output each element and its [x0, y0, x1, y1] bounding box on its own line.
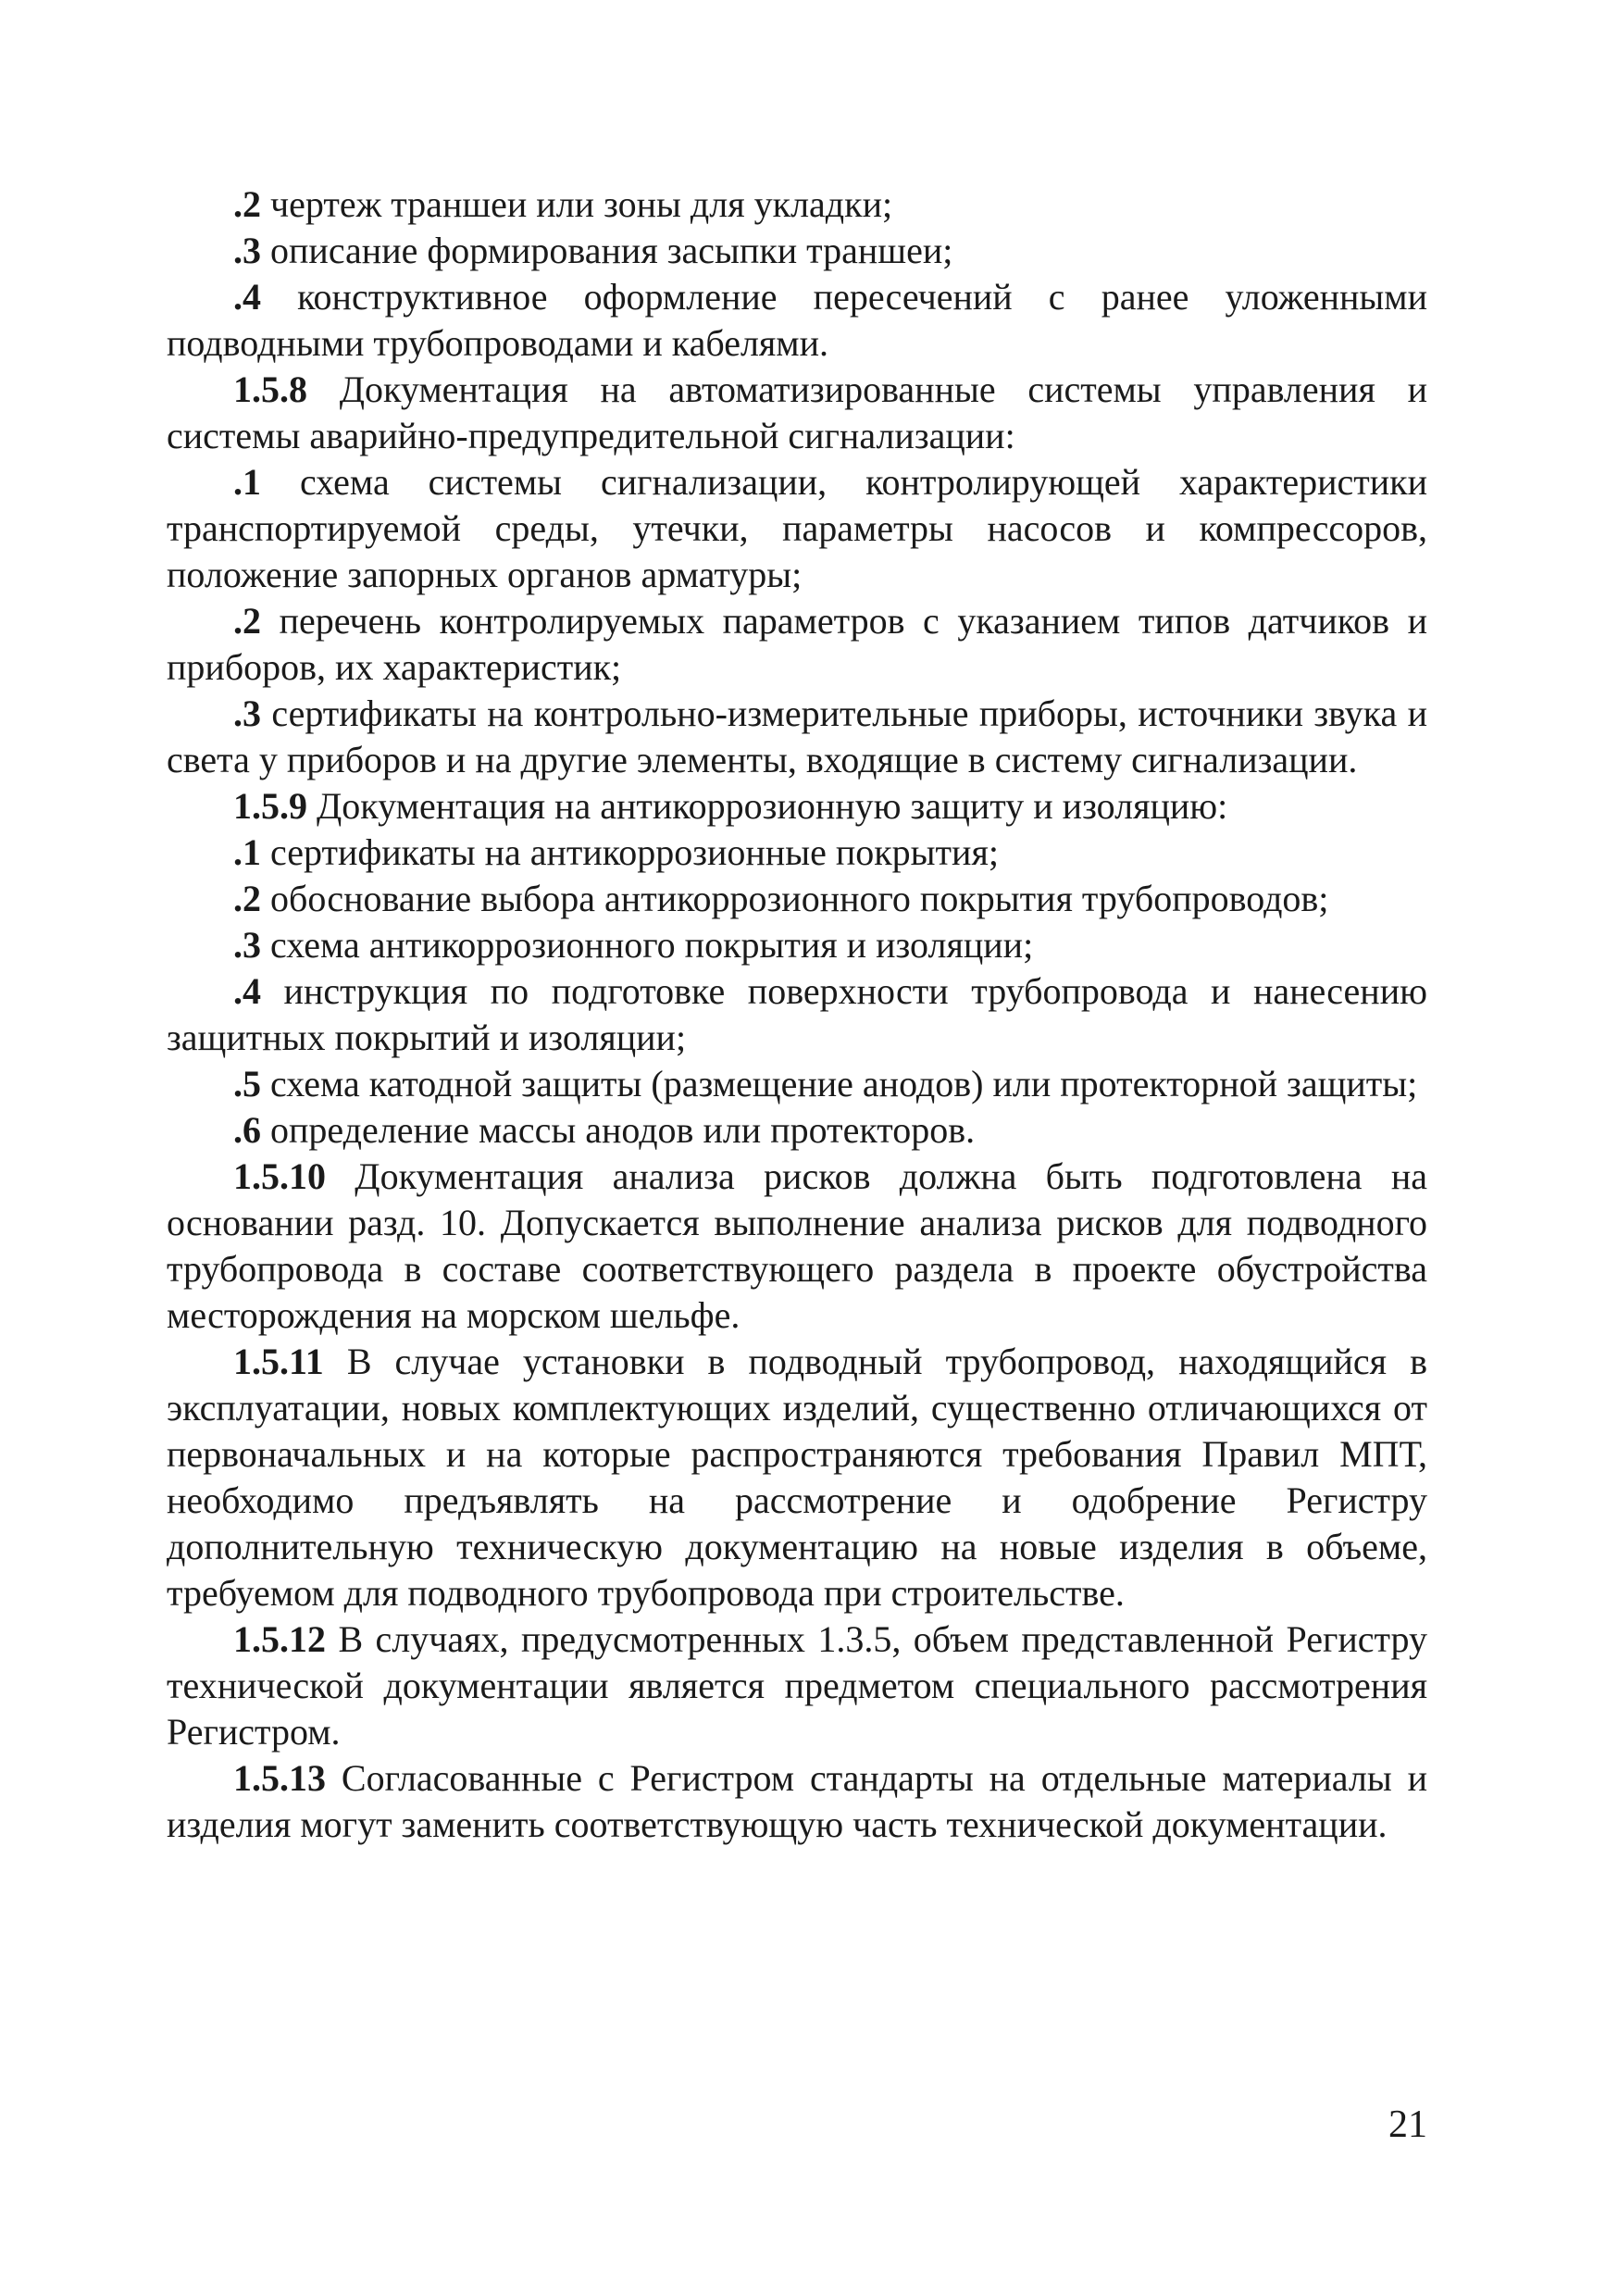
list-item — [167, 274, 1427, 367]
list-item — [167, 968, 1427, 1061]
section-text: Согласованные с Регистром стандарты на отдельные материалы и изделия могут заменить соответствующую часть технической документации. — [167, 1757, 1427, 1845]
item-text: конструктивное оформление пересечений с ранее уложенными подводными трубопроводами и кабелями. — [167, 276, 1427, 364]
section-paragraph — [167, 367, 1427, 459]
page-body — [167, 181, 1427, 1848]
item-number: .1 — [233, 831, 261, 873]
list-item — [167, 830, 1427, 876]
item-text: инструкция по подготовке поверхности трубопровода и нанесению защитных покрытий и изоляции; — [167, 970, 1427, 1058]
section-number: 1.5.9 — [233, 785, 307, 827]
item-text: описание формирования засыпки траншеи; — [261, 230, 953, 271]
page-number: 21 — [1388, 2103, 1427, 2146]
item-text: определение массы анодов или протекторов. — [261, 1109, 976, 1151]
list-item — [167, 876, 1427, 922]
section-text: Документация на автоматизированные системы управления и системы аварийно-предупредительной сигнализации: — [167, 368, 1427, 456]
section-number: 1.5.12 — [233, 1618, 326, 1660]
list-item — [167, 228, 1427, 274]
item-number: .5 — [233, 1063, 261, 1104]
section-paragraph — [167, 1616, 1427, 1755]
section-text: В случае установки в подводный трубопровод, находящийся в эксплуатации, новых комплектующих изделий, существенно отличающихся от первоначальных и на которые распространяются требования Правил МПТ, необходимо предъявлять на рассмотрение и одобрение Регистру дополнительную техническую документацию на новые изделия в объеме, требуемом для подводного трубопровода при строительстве. — [167, 1341, 1427, 1614]
list-item — [167, 1107, 1427, 1154]
item-number: .2 — [233, 878, 261, 919]
list-item — [167, 459, 1427, 598]
section-paragraph — [167, 1339, 1427, 1616]
item-text: сертификаты на контрольно-измерительные приборы, источники звука и света у приборов и на другие элементы, входящие в систему сигнализации. — [167, 693, 1427, 780]
item-text: перечень контролируемых параметров с указанием типов датчиков и приборов, их характеристик; — [167, 600, 1427, 688]
section-paragraph — [167, 783, 1427, 830]
item-number: .3 — [233, 230, 261, 271]
item-number: .3 — [233, 924, 261, 966]
item-number: .2 — [233, 183, 261, 225]
item-number: .2 — [233, 600, 261, 642]
section-number: 1.5.13 — [233, 1757, 326, 1799]
item-number: .6 — [233, 1109, 261, 1151]
item-number: .3 — [233, 693, 261, 734]
item-text: схема антикоррозионного покрытия и изоляции; — [261, 924, 1034, 966]
section-paragraph — [167, 1154, 1427, 1339]
section-text: Документация на антикоррозионную защиту и изоляцию: — [307, 785, 1228, 827]
list-item — [167, 922, 1427, 968]
item-number: .4 — [233, 276, 261, 318]
item-number: .1 — [233, 461, 261, 503]
list-item — [167, 598, 1427, 691]
item-text: чертеж траншеи или зоны для укладки; — [261, 183, 893, 225]
item-text: схема системы сигнализации, контролирующей характеристики транспортируемой среды, утечки, параметры насосов и компрессоров, положение запорных органов арматуры; — [167, 461, 1427, 595]
section-number: 1.5.10 — [233, 1155, 326, 1197]
section-text: Документация анализа рисков должна быть подготовлена на основании разд. 10. Допускается выполнение анализа рисков для подводного трубопровода в составе соответствующего раздела в проекте обустройства месторождения на морском шельфе. — [167, 1155, 1427, 1336]
list-item — [167, 691, 1427, 783]
list-item — [167, 181, 1427, 228]
item-text: обоснование выбора антикоррозионного покрытия трубопроводов; — [261, 878, 1329, 919]
item-text: схема катодной защиты (размещение анодов) или протекторной защиты; — [261, 1063, 1418, 1104]
section-number: 1.5.8 — [233, 368, 307, 410]
list-item — [167, 1061, 1427, 1107]
item-text: сертификаты на антикоррозионные покрытия; — [261, 831, 999, 873]
section-number: 1.5.11 — [233, 1341, 324, 1382]
item-number: .4 — [233, 970, 261, 1012]
section-paragraph — [167, 1755, 1427, 1848]
section-text: В случаях, предусмотренных 1.3.5, объем представленной Регистру технической документации является предметом специального рассмотрения Регистром. — [167, 1618, 1427, 1753]
